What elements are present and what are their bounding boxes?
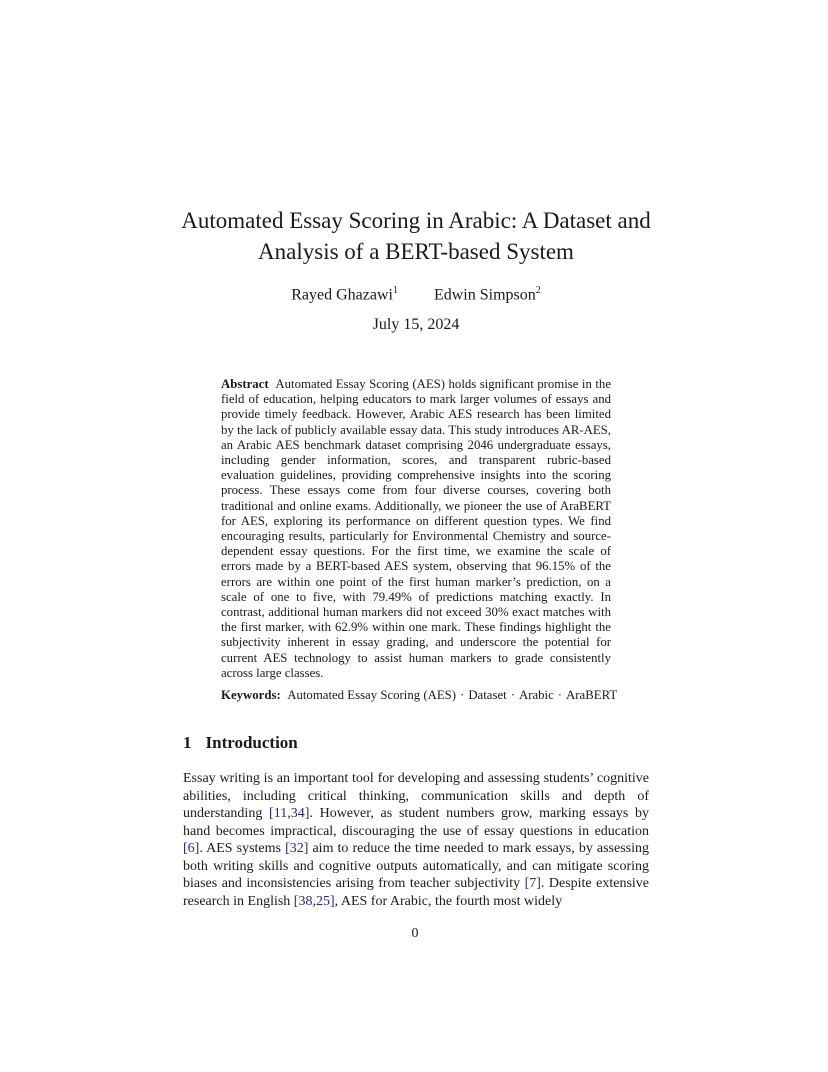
keyword: Dataset — [468, 688, 507, 702]
citation-link[interactable]: [6] — [183, 841, 200, 856]
author-name: Edwin Simpson — [433, 286, 536, 304]
intro-text: Essay writing is an important tool for developing and assessing students’ cognitive abilities, including critical thinking, communication skills and depth of understanding — [183, 771, 649, 821]
intro-text: . Despite extensive research in English — [183, 876, 649, 909]
author-affiliation: 2 — [535, 285, 541, 296]
keyword: Arabic — [518, 688, 554, 702]
author-affiliation: 1 — [392, 285, 398, 296]
abstract — [221, 377, 611, 681]
author-name: Rayed Ghazawi — [291, 286, 393, 304]
citation-link[interactable]: [32] — [285, 841, 309, 856]
intro-text: aim to reduce the time needed to mark essays, by assessing both writing skills and cognitive outputs automatically, and can mitigate scoring biases and inconsistencies arising from teacher subjectivity — [183, 841, 650, 891]
section-number: 1 — [183, 733, 192, 752]
author-2 — [434, 285, 541, 304]
intro-text: . AES systems — [199, 841, 286, 856]
section-heading — [183, 733, 298, 753]
intro-text: . However, as student numbers grow, marking essays by hand becomes impractical, discouraging the use of essay questions in education — [183, 806, 649, 839]
paper-title: Automated Essay Scoring in Arabic: A Dataset and Analysis of a BERT-based System — [181, 208, 651, 264]
keywords — [221, 688, 651, 703]
keyword: AraBERT — [566, 688, 618, 702]
paper-date: July 15, 2024 — [372, 316, 460, 333]
keyword: Automated Essay Scoring (AES) — [287, 688, 457, 702]
abstract-heading: Abstract — [221, 377, 269, 391]
keyword-separator: · — [510, 688, 515, 702]
author-1 — [291, 285, 398, 304]
citation-link[interactable]: [7] — [524, 876, 541, 891]
intro-text: , AES for Arabic, the fourth most widely — [334, 893, 563, 909]
keyword-separator: · — [460, 688, 465, 702]
page-number: 0 — [411, 926, 419, 941]
author-list — [150, 285, 682, 304]
keywords-heading: Keywords: — [221, 688, 281, 702]
citation-link[interactable]: [38,25] — [293, 893, 335, 909]
citation-link[interactable]: [11,34] — [269, 806, 310, 821]
abstract-text: Automated Essay Scoring (AES) holds significant promise in the field of education, helping educators to mark larger volumes of essays and provide timely feedback. However, Arabic AES research has been limited by the lack of publicly available essay data. This study introduces AR-AES, an Arabic AES benchmark dataset comprising 2046 undergraduate essays, including gender information, scores, and transparent rubric-based evaluation guidelines, providing comprehensive insights into the scoring process. These essays come from four diverse courses, covering both traditional and online exams. Additionally, we pioneer the use of AraBERT for AES, exploring its performance on different question types. We find encouraging results, particularly for Environmental Chemistry and source-dependent essay questions. For the first time, we examine the scale of errors made by a BERT-based AES system, observing that 96.15% of the errors are within one point of the first human marker’s prediction, on a scale of one to five, with 79.49% of predictions matching exactly. In contrast, additional human markers did not exceed 30% exact matches with the first marker, with 62.9% within one mark. These findings highlight the subjectivity inherent in essay grading, and underscore the potential for current AES technology to assist human markers to grade consistently across large classes. — [221, 377, 611, 680]
section-title: Introduction — [205, 733, 298, 752]
intro-paragraph — [183, 770, 649, 910]
keyword-separator: · — [557, 688, 563, 702]
